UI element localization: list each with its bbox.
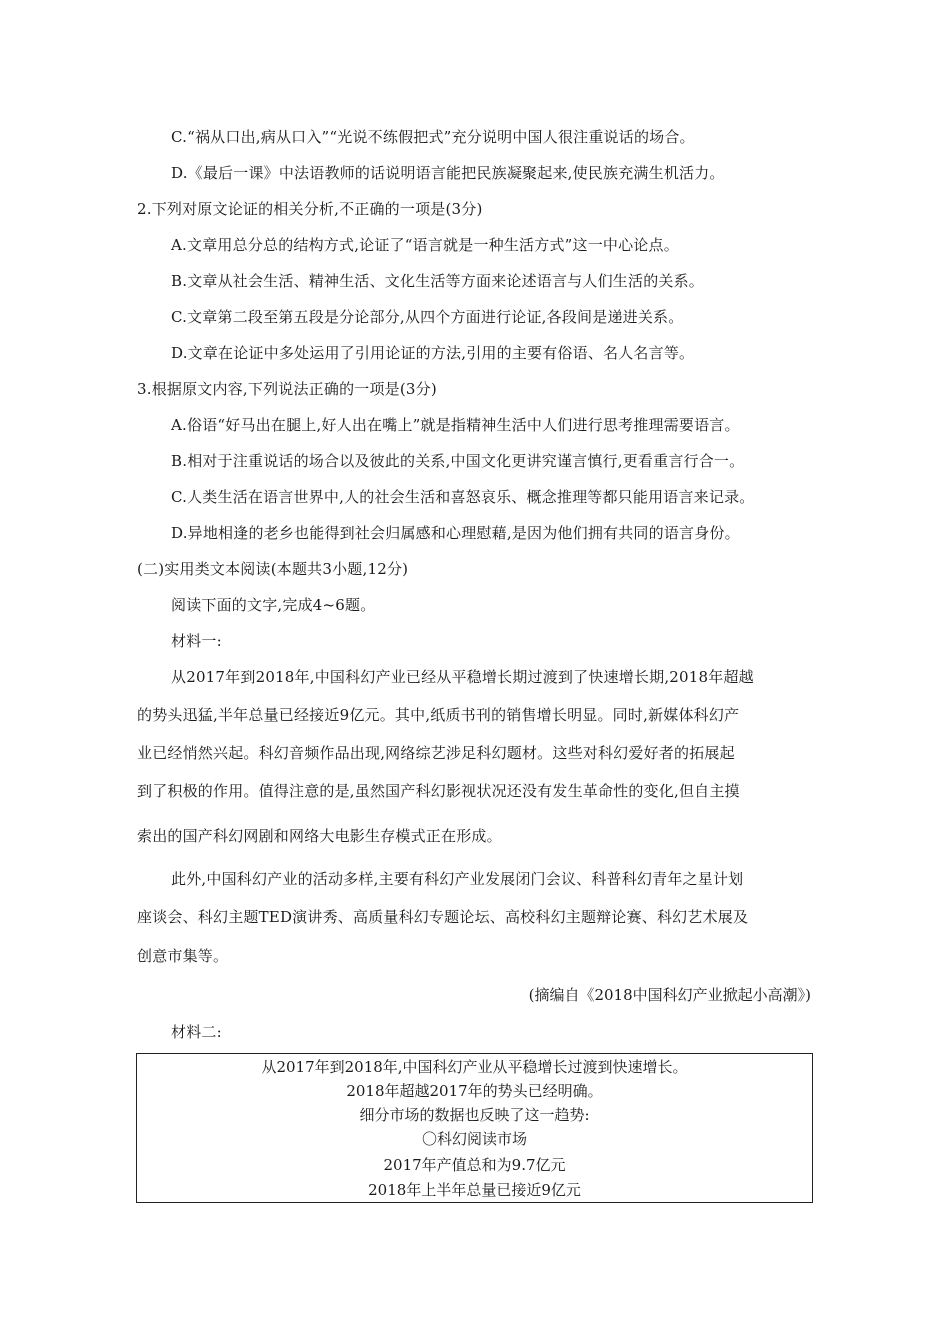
q3-option-a: A.俗语“好马出在腿上,好人出在嘴上”就是指精神生活中人们进行思考推理需要语言。 (171, 416, 740, 434)
q2-stem: 2.下列对原文论证的相关分析,不正确的一项是(3分) (137, 200, 483, 218)
box-line: 2018年上半年总量已接近9亿元 (368, 1181, 581, 1199)
q2-option-c: C.文章第二段至第五段是分论部分,从四个方面进行论证,各段间是递进关系。 (171, 308, 684, 326)
paragraph-line: 此外,中国科幻产业的活动多样,主要有科幻产业发展闭门会议、科普科幻青年之星计划 (171, 870, 744, 888)
q3-stem: 3.根据原文内容,下列说法正确的一项是(3分) (137, 380, 437, 398)
box-line: 2018年超越2017年的势头已经明确。 (346, 1082, 603, 1100)
section-heading: (二)实用类文本阅读(本题共3小题,12分) (137, 560, 409, 578)
q3-option-c: C.人类生活在语言世界中,人的社会生活和喜怒哀乐、概念推理等都只能用语言来记录。 (171, 488, 755, 506)
box-line: 〇科幻阅读市场 (421, 1130, 527, 1148)
paragraph-line: 的势头迅猛,半年总量已经接近9亿元。其中,纸质书刊的销售增长明显。同时,新媒体科幻产 (137, 706, 740, 724)
paragraph-line: 座谈会、科幻主题TED演讲秀、高质量科幻专题论坛、高校科幻主题辩论赛、科幻艺术展及 (137, 908, 749, 926)
paragraph-line: 业已经悄然兴起。科幻音频作品出现,网络综艺涉足科幻题材。这些对科幻爱好者的拓展起 (137, 744, 735, 762)
section-instruction: 阅读下面的文字,完成4~6题。 (171, 596, 376, 614)
paragraph-line: 到了积极的作用。值得注意的是,虽然国产科幻影视状况还没有发生革命性的变化,但自主摸 (137, 782, 740, 800)
q1-option-c: C.“祸从口出,病从口入”“光说不练假把式”充分说明中国人很注重说话的场合。 (171, 128, 695, 146)
q3-option-d: D.异地相逢的老乡也能得到社会归属感和心理慰藉,是因为他们拥有共同的语言身份。 (171, 524, 740, 542)
material-two-label: 材料二: (171, 1023, 222, 1041)
material-two-box (136, 1053, 813, 1203)
source-citation: (摘编自《2018中国科幻产业掀起小高潮》) (528, 986, 811, 1004)
q2-option-a: A.文章用总分总的结构方式,论证了“语言就是一种生活方式”这一中心论点。 (171, 236, 679, 254)
box-line: 2017年产值总和为9.7亿元 (383, 1156, 566, 1174)
q3-option-b: B.相对于注重说话的场合以及彼此的关系,中国文化更讲究谨言慎行,更看重言行合一。 (171, 452, 745, 470)
material-one-label: 材料一: (171, 632, 222, 650)
q1-option-d: D.《最后一课》中法语教师的话说明语言能把民族凝聚起来,使民族充满生机活力。 (171, 164, 725, 182)
paragraph-line: 创意市集等。 (137, 947, 229, 965)
q2-option-b: B.文章从社会生活、精神生活、文化生活等方面来论述语言与人们生活的关系。 (171, 272, 704, 290)
box-line: 细分市场的数据也反映了这一趋势: (359, 1106, 590, 1124)
box-line: 从2017年到2018年,中国科幻产业从平稳增长过渡到快速增长。 (261, 1058, 688, 1076)
q2-option-d: D.文章在论证中多处运用了引用论证的方法,引用的主要有俗语、名人名言等。 (171, 344, 695, 362)
paragraph-line: 从2017年到2018年,中国科幻产业已经从平稳增长期过渡到了快速增长期,2018年超越 (171, 668, 754, 686)
paragraph-line: 索出的国产科幻网剧和网络大电影生存模式正在形成。 (137, 827, 502, 845)
